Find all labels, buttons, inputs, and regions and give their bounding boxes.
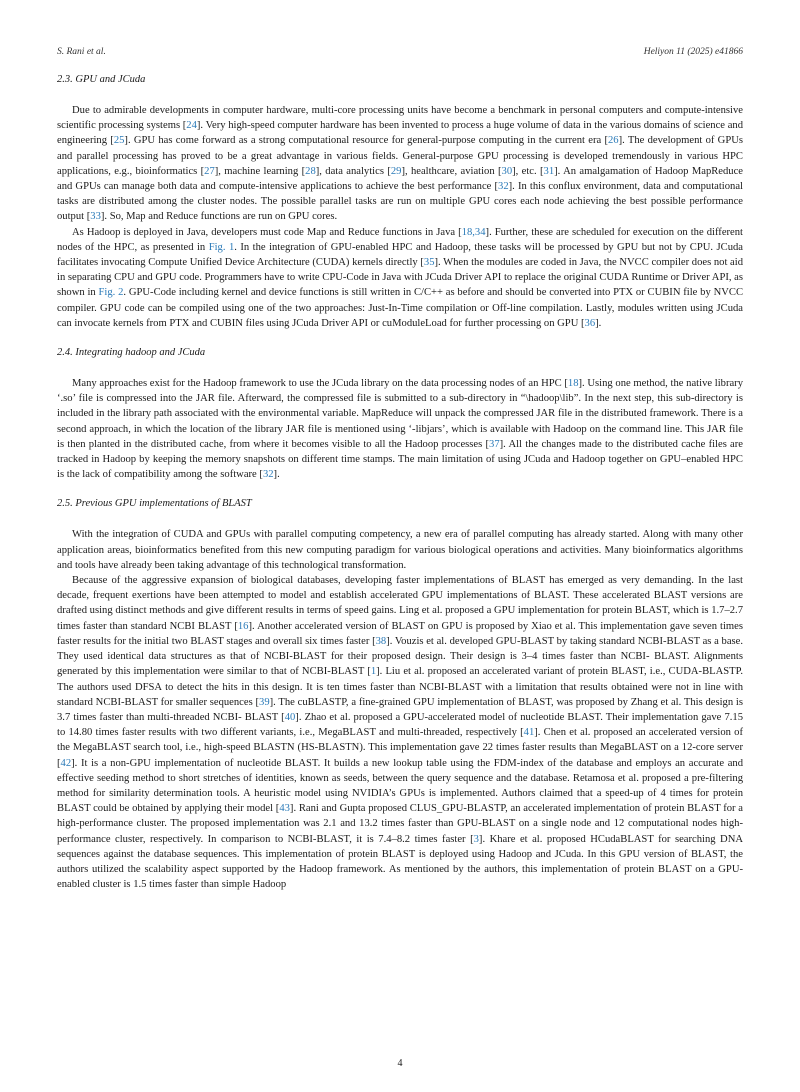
- citation-link[interactable]: 18,34: [461, 226, 486, 238]
- citation-link[interactable]: 16: [237, 620, 249, 632]
- citation-link[interactable]: 18: [567, 378, 579, 390]
- section-heading-2-3: 2.3. GPU and JCuda: [57, 74, 146, 85]
- citation-link[interactable]: 38: [375, 635, 387, 647]
- citation-link[interactable]: 27: [204, 165, 215, 177]
- citation-link[interactable]: 26: [608, 135, 619, 147]
- figure-link[interactable]: Fig. 1: [208, 241, 235, 253]
- paragraph: Many approaches exist for the Hadoop framework to use the JCuda library on the data processing nodes of an HPC [18]. Using one method, the native library ‘.so’ file is compressed into the JAR file. Afterward, the compressed file is submitted to a sub-directory in “\hadoop\lib”. In the next step, this sub-directory is included in the library path associated with the environmental variable. MapReduce will unpack the compressed JAR file in the distributed framework. There is a second approach, in which the location of the library JAR file is mentioned using ‘-libjars’, which is available with Hadoop on the command line. This JAR file is then planted in the distributed cache, from where it becomes visible to all the Hadoop processes [37]. All the changes made to the distributed cache files are tracked in Hadoop by keeping the memory snapshots on different time stamps. The main limitation of using JCuda and Hadoop together on GPU–enabled HPC is the lack of compatibility among the software [32].: [57, 378, 744, 481]
- section-heading-2-5: 2.5. Previous GPU implementations of BLAST: [57, 498, 252, 510]
- citation-link[interactable]: 41: [523, 727, 535, 739]
- citation-link[interactable]: 25: [113, 135, 125, 147]
- citation-link[interactable]: 43: [279, 803, 290, 815]
- running-head-journal: Heliyon 11 (2025) e41866: [643, 47, 743, 57]
- citation-link[interactable]: 30: [501, 165, 513, 177]
- citation-link[interactable]: 35: [423, 257, 435, 269]
- running-head: [57, 47, 743, 57]
- section-heading-2-4: 2.4. Integrating hadoop and JCuda: [57, 347, 206, 359]
- figure-link[interactable]: Fig. 2: [98, 287, 124, 299]
- citation-link[interactable]: 33: [90, 211, 101, 223]
- citation-link[interactable]: 32: [498, 181, 509, 193]
- citation-link[interactable]: 31: [543, 165, 555, 177]
- citation-link[interactable]: 37: [489, 438, 500, 450]
- paragraph: Because of the aggressive expansion of biological databases, developing faster implementations of BLAST has emerged as very demanding. In the last decade, frequent exertions have been attempted to model and establish accelerated GPU implementations of BLAST. These accelerated BLAST versions are drafted using distinct methods and give different results in terms of speed gains. Ling et al. proposed a GPU implementation for protein BLAST, which is 1.7–2.7 times faster than standard NCBI BLAST [16]. Another accelerated version of BLAST on GPU is proposed by Xiao et al. This implementation gave seven times faster results for the initial two BLAST stages and overall six times faster [38]. Vouzis et al. developed GPU-BLAST by taking standard NCBI-BLAST as a base. They used identical data structures as that of NCBI-BLAST for their proposed design. Their design is 3–4 times faster than NCBI- BLAST. Alignments generated by this implementation were similar to that of NCBI-BLAST [1]. Liu et al. proposed an accelerated variant of protein BLAST, i.e., CUDA-BLASTP. The authors used DFSA to detect the hits in this design. It is ten times faster than NCBI-BLAST with a limitation that results obtained were not in line with standard NCBI-BLAST for smaller sequences [39]. The cuBLASTP, a fine-grained GPU implementation of BLAST, was proposed by Zhang et al. This design is 3.7 times faster than multi-threaded NCBI- BLAST [40]. Zhao et al. proposed a GPU-accelerated model of nucleotide BLAST. Their implementation gave 7.15 to 14.80 times faster results with two different variants, i.e., MegaBLAST and multi-threaded, respectively [41]. Chen et al. proposed an accelerated version of the MegaBLAST search tool, i.e., high-speed BLASTN (HS-BLASTN). This implementation gave 22 times faster results than MegaBLAST on a 12-core server [42]. It is a non-GPU implementation of nucleotide BLAST. It builds a new lookup table using the FDM-index of the database and employs an accurate and effective seeding method to short stretches of identities, known as seeds, between the query sequence and the database. Retamosa et al. proposed a pre-filtering method for similarity determination tools. A heuristic model using NVIDIA’s GPUs is implemented. Authors claimed that a speed-up of 4 times for protein BLAST could be obtained by applying their model [43]. Rani and Gupta proposed CLUS_GPU-BLASTP, an accelerated implementation of protein BLAST for a high-performance cluster. The proposed implementation was 2.1 and 13.2 times faster than GPU-BLAST on a single node and 12 computational nodes high-performance cluster, respectively. In comparison to NCBI-BLAST, it is 7.4–8.2 times faster [3]. Khare et al. proposed HCudaBLAST for searching DNA sequences against the database sequences. This implementation of protein BLAST is deployed using Hadoop and JCuda. In this GPU version of BLAST, the authors utilized the scalability aspect supported by the Hadoop framework. As mentioned by the authors, this implementation of protein BLAST on a GPU-enabled cluster is 1.5 times faster than simple Hadoop: [57, 575, 744, 891]
- paragraph: As Hadoop is deployed in Java, developers must code Map and Reduce functions in Java [18,34]. Further, these are scheduled for execution on the different nodes of the HPC, as presented in Fig. 1. In the integration of GPU-enabled HPC and Hadoop, these tasks will be processed by GPU but not by CPU. JCuda facilitates invocating Compute Unified Device Architecture (CUDA) kernels directly [35]. When the modules are coded in Java, the NVCC compiler does not aid in separating CPU and GPU code. Programmers have to write CPU-Code in Java with JCuda Driver API to replace the original CUDA Runtime or Driver API, as shown in Fig. 2. GPU-Code including kernel and device functions is still written in C/C++ as before and should be converted into PTX or CUBIN file by NVCC compiler. GPU code can be compiled using one of the two approaches: Just-In-Time compilation or Off-line compilation. Lastly, modules written using JCuda can invocate kernels from PTX and CUBIN files using JCuda Driver API or cuModuleLoad for further processing on GPU [36].: [57, 226, 744, 329]
- body-content: [57, 73, 743, 892]
- citation-link[interactable]: 42: [60, 757, 72, 769]
- page-number: 4: [397, 1058, 403, 1069]
- citation-link[interactable]: 28: [305, 165, 316, 177]
- citation-link[interactable]: 36: [584, 317, 596, 329]
- paragraph: Due to admirable developments in computer hardware, multi-core processing units have become a benchmark in personal computers and compute-intensive scientific processing systems [24]. Very high-speed computer hardware has been invented to process a huge volume of data in the various domains of science and engineering [25]. GPU has come forward as a strong computational resource for general-purpose computing in the current era [26]. The development of GPUs and parallel processing has proved to be a great advantage in various fields. General-purpose GPU processing is developed tremendously in various HPC applications, e.g., bioinformatics [27], machine learning [28], data analytics [29], healthcare, aviation [30], etc. [31]. An amalgamation of Hadoop MapReduce and GPUs can manage both data and compute-intensive applications to achieve the best performance [32]. In this conflux environment, data and computational tasks are distributed among the cluster nodes. The possible parallel tasks are run on multiple GPU cores each node achieving the best possible performance output [33]. So, Map and Reduce functions are run on GPU cores.: [57, 105, 744, 223]
- citation-link[interactable]: 39: [259, 696, 270, 708]
- paragraph: With the integration of CUDA and GPUs with parallel computing competency, a new era of parallel computing has already started. Along with many other application areas, bioinformatics benefited from this new computing paradigm for various biological operations and activities. Many bioinformatics algorithms and tools have already been taking advantage of this technological transformation.: [57, 529, 743, 571]
- citation-link[interactable]: 24: [186, 120, 197, 132]
- running-head-author: S. Rani et al.: [57, 47, 106, 57]
- citation-link[interactable]: 40: [284, 711, 296, 723]
- citation-link[interactable]: 32: [262, 469, 274, 481]
- citation-link[interactable]: 29: [390, 165, 402, 177]
- citation-link[interactable]: 1: [370, 666, 377, 678]
- citation-link[interactable]: 3: [473, 833, 479, 845]
